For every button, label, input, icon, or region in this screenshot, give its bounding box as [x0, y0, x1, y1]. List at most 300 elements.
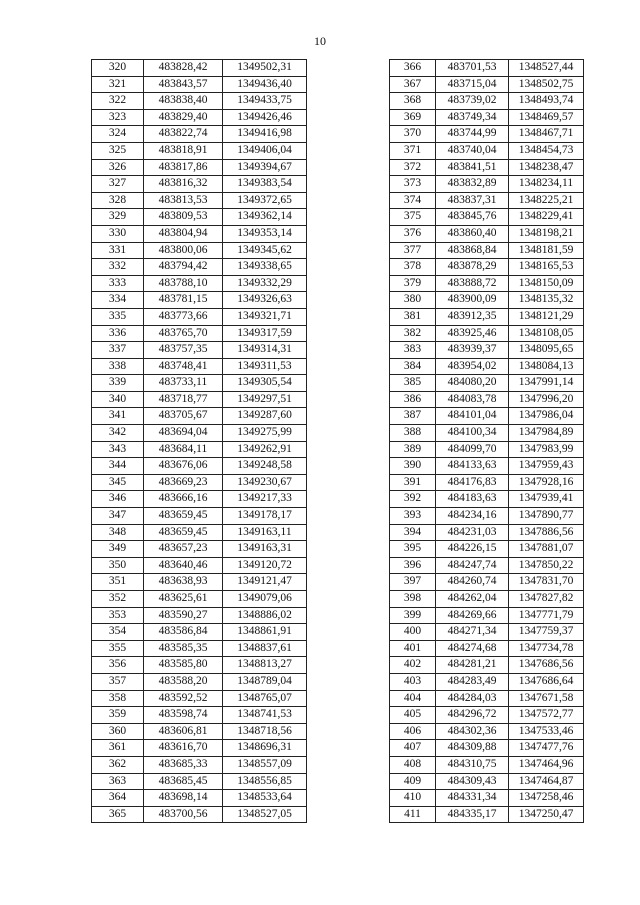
- point-number-cell: 403: [390, 673, 436, 690]
- y-coordinate-cell: 1349436,40: [223, 76, 307, 93]
- y-coordinate-cell: 1347477,76: [509, 740, 584, 757]
- x-coordinate-cell: 484331,34: [436, 790, 509, 807]
- table-row: [390, 275, 584, 292]
- table-row: [390, 408, 584, 425]
- table-row: [92, 391, 307, 408]
- point-number-cell: 323: [92, 109, 144, 126]
- y-coordinate-cell: 1349345,62: [223, 242, 307, 259]
- point-number-cell: 378: [390, 259, 436, 276]
- y-coordinate-cell: 1348454,73: [509, 142, 584, 159]
- y-coordinate-cell: 1349326,63: [223, 292, 307, 309]
- point-number-cell: 374: [390, 192, 436, 209]
- point-number-cell: 382: [390, 325, 436, 342]
- x-coordinate-cell: 483817,86: [144, 159, 223, 176]
- x-coordinate-cell: 483832,89: [436, 176, 509, 193]
- table-row: [92, 441, 307, 458]
- x-coordinate-cell: 484284,03: [436, 690, 509, 707]
- y-coordinate-cell: 1348095,65: [509, 342, 584, 359]
- y-coordinate-cell: 1349297,51: [223, 391, 307, 408]
- table-row: [390, 441, 584, 458]
- table-row: [390, 308, 584, 325]
- table-row: [92, 491, 307, 508]
- y-coordinate-cell: 1349230,67: [223, 474, 307, 491]
- x-coordinate-cell: 483813,53: [144, 192, 223, 209]
- point-number-cell: 364: [92, 790, 144, 807]
- y-coordinate-cell: 1348527,05: [223, 806, 307, 823]
- table-row: [92, 524, 307, 541]
- y-coordinate-cell: 1348229,41: [509, 209, 584, 226]
- point-number-cell: 346: [92, 491, 144, 508]
- table-row: [390, 60, 584, 77]
- point-number-cell: 360: [92, 723, 144, 740]
- table-row: [92, 358, 307, 375]
- x-coordinate-cell: 484309,43: [436, 773, 509, 790]
- x-coordinate-cell: 483828,42: [144, 60, 223, 77]
- x-coordinate-cell: 483700,56: [144, 806, 223, 823]
- y-coordinate-cell: 1348225,21: [509, 192, 584, 209]
- point-number-cell: 332: [92, 259, 144, 276]
- point-number-cell: 322: [92, 93, 144, 110]
- x-coordinate-cell: 483598,74: [144, 707, 223, 724]
- y-coordinate-cell: 1348557,09: [223, 756, 307, 773]
- y-coordinate-cell: 1349353,14: [223, 225, 307, 242]
- table-row: [390, 591, 584, 608]
- point-number-cell: 353: [92, 607, 144, 624]
- point-number-cell: 385: [390, 375, 436, 392]
- x-coordinate-cell: 483676,06: [144, 458, 223, 475]
- table-row: [390, 159, 584, 176]
- point-number-cell: 329: [92, 209, 144, 226]
- y-coordinate-cell: 1348150,09: [509, 275, 584, 292]
- y-coordinate-cell: 1349321,71: [223, 308, 307, 325]
- table-row: [92, 259, 307, 276]
- table-row: [92, 723, 307, 740]
- point-number-cell: 348: [92, 524, 144, 541]
- y-coordinate-cell: 1348696,31: [223, 740, 307, 757]
- x-coordinate-cell: 483818,91: [144, 142, 223, 159]
- y-coordinate-cell: 1349163,31: [223, 541, 307, 558]
- y-coordinate-cell: 1349287,60: [223, 408, 307, 425]
- y-coordinate-cell: 1348533,64: [223, 790, 307, 807]
- table-row: [92, 740, 307, 757]
- table-row: [92, 325, 307, 342]
- table-row: [390, 773, 584, 790]
- table-row: [92, 508, 307, 525]
- y-coordinate-cell: 1347890,77: [509, 508, 584, 525]
- y-coordinate-cell: 1348198,21: [509, 225, 584, 242]
- point-number-cell: 336: [92, 325, 144, 342]
- y-coordinate-cell: 1347572,77: [509, 707, 584, 724]
- point-number-cell: 341: [92, 408, 144, 425]
- point-number-cell: 328: [92, 192, 144, 209]
- point-number-cell: 371: [390, 142, 436, 159]
- table-row: [390, 259, 584, 276]
- y-coordinate-cell: 1349121,47: [223, 574, 307, 591]
- x-coordinate-cell: 483843,57: [144, 76, 223, 93]
- x-coordinate-cell: 483588,20: [144, 673, 223, 690]
- point-number-cell: 343: [92, 441, 144, 458]
- table-row: [92, 690, 307, 707]
- table-row: [92, 76, 307, 93]
- y-coordinate-cell: 1348108,05: [509, 325, 584, 342]
- y-coordinate-cell: 1349163,11: [223, 524, 307, 541]
- point-number-cell: 389: [390, 441, 436, 458]
- y-coordinate-cell: 1349394,67: [223, 159, 307, 176]
- point-number-cell: 345: [92, 474, 144, 491]
- table-row: [92, 624, 307, 641]
- y-coordinate-cell: 1347734,78: [509, 640, 584, 657]
- point-number-cell: 392: [390, 491, 436, 508]
- table-row: [92, 176, 307, 193]
- point-number-cell: 384: [390, 358, 436, 375]
- point-number-cell: 350: [92, 557, 144, 574]
- point-number-cell: 327: [92, 176, 144, 193]
- x-coordinate-cell: 483809,53: [144, 209, 223, 226]
- x-coordinate-cell: 483939,37: [436, 342, 509, 359]
- x-coordinate-cell: 484231,03: [436, 524, 509, 541]
- x-coordinate-cell: 483757,35: [144, 342, 223, 359]
- x-coordinate-cell: 483585,80: [144, 657, 223, 674]
- table-row: [92, 591, 307, 608]
- coordinates-table-right: [389, 59, 584, 823]
- point-number-cell: 363: [92, 773, 144, 790]
- table-row: [390, 756, 584, 773]
- point-number-cell: 344: [92, 458, 144, 475]
- x-coordinate-cell: 483640,46: [144, 557, 223, 574]
- x-coordinate-cell: 483698,14: [144, 790, 223, 807]
- table-row: [390, 425, 584, 442]
- point-number-cell: 357: [92, 673, 144, 690]
- y-coordinate-cell: 1348493,74: [509, 93, 584, 110]
- y-coordinate-cell: 1348469,57: [509, 109, 584, 126]
- x-coordinate-cell: 483860,40: [436, 225, 509, 242]
- point-number-cell: 379: [390, 275, 436, 292]
- x-coordinate-cell: 483822,74: [144, 126, 223, 143]
- table-row: [92, 159, 307, 176]
- table-row: [92, 375, 307, 392]
- y-coordinate-cell: 1348837,61: [223, 640, 307, 657]
- table-row: [92, 458, 307, 475]
- table-row: [390, 574, 584, 591]
- x-coordinate-cell: 483900,09: [436, 292, 509, 309]
- table-row: [390, 640, 584, 657]
- y-coordinate-cell: 1347939,41: [509, 491, 584, 508]
- point-number-cell: 339: [92, 375, 144, 392]
- point-number-cell: 380: [390, 292, 436, 309]
- table-row: [92, 209, 307, 226]
- y-coordinate-cell: 1349406,04: [223, 142, 307, 159]
- x-coordinate-cell: 483685,33: [144, 756, 223, 773]
- x-coordinate-cell: 483669,23: [144, 474, 223, 491]
- x-coordinate-cell: 484247,74: [436, 557, 509, 574]
- y-coordinate-cell: 1349383,54: [223, 176, 307, 193]
- table-row: [92, 756, 307, 773]
- point-number-cell: 393: [390, 508, 436, 525]
- point-number-cell: 405: [390, 707, 436, 724]
- x-coordinate-cell: 483765,70: [144, 325, 223, 342]
- table-row: [92, 640, 307, 657]
- y-coordinate-cell: 1348238,47: [509, 159, 584, 176]
- point-number-cell: 411: [390, 806, 436, 823]
- x-coordinate-cell: 483841,51: [436, 159, 509, 176]
- y-coordinate-cell: 1349262,91: [223, 441, 307, 458]
- table-row: [390, 806, 584, 823]
- table-row: [390, 109, 584, 126]
- point-number-cell: 359: [92, 707, 144, 724]
- x-coordinate-cell: 483773,66: [144, 308, 223, 325]
- x-coordinate-cell: 484083,78: [436, 391, 509, 408]
- table-row: [390, 557, 584, 574]
- point-number-cell: 352: [92, 591, 144, 608]
- point-number-cell: 406: [390, 723, 436, 740]
- y-coordinate-cell: 1347959,43: [509, 458, 584, 475]
- point-number-cell: 354: [92, 624, 144, 641]
- x-coordinate-cell: 483868,84: [436, 242, 509, 259]
- x-coordinate-cell: 483788,10: [144, 275, 223, 292]
- y-coordinate-cell: 1347464,87: [509, 773, 584, 790]
- x-coordinate-cell: 484176,83: [436, 474, 509, 491]
- table-row: [390, 192, 584, 209]
- y-coordinate-cell: 1347984,89: [509, 425, 584, 442]
- y-coordinate-cell: 1348467,71: [509, 126, 584, 143]
- y-coordinate-cell: 1347250,47: [509, 806, 584, 823]
- table-row: [92, 308, 307, 325]
- y-coordinate-cell: 1347986,04: [509, 408, 584, 425]
- y-coordinate-cell: 1349338,65: [223, 259, 307, 276]
- y-coordinate-cell: 1348789,04: [223, 673, 307, 690]
- point-number-cell: 396: [390, 557, 436, 574]
- x-coordinate-cell: 484310,75: [436, 756, 509, 773]
- table-row: [390, 690, 584, 707]
- y-coordinate-cell: 1349217,33: [223, 491, 307, 508]
- table-row: [92, 773, 307, 790]
- point-number-cell: 362: [92, 756, 144, 773]
- point-number-cell: 410: [390, 790, 436, 807]
- y-coordinate-cell: 1348121,29: [509, 308, 584, 325]
- table-row: [92, 657, 307, 674]
- point-number-cell: 368: [390, 93, 436, 110]
- x-coordinate-cell: 483625,61: [144, 591, 223, 608]
- point-number-cell: 338: [92, 358, 144, 375]
- point-number-cell: 325: [92, 142, 144, 159]
- y-coordinate-cell: 1348765,07: [223, 690, 307, 707]
- x-coordinate-cell: 484262,04: [436, 591, 509, 608]
- x-coordinate-cell: 484234,16: [436, 508, 509, 525]
- x-coordinate-cell: 484183,63: [436, 491, 509, 508]
- x-coordinate-cell: 483585,35: [144, 640, 223, 657]
- y-coordinate-cell: 1347996,20: [509, 391, 584, 408]
- table-row: [390, 209, 584, 226]
- x-coordinate-cell: 484101,04: [436, 408, 509, 425]
- table-row: [390, 126, 584, 143]
- table-row: [390, 740, 584, 757]
- y-coordinate-cell: 1349079,06: [223, 591, 307, 608]
- table-row: [390, 358, 584, 375]
- y-coordinate-cell: 1349275,99: [223, 425, 307, 442]
- table-row: [92, 109, 307, 126]
- table-row: [92, 342, 307, 359]
- y-coordinate-cell: 1347258,46: [509, 790, 584, 807]
- x-coordinate-cell: 483701,53: [436, 60, 509, 77]
- y-coordinate-cell: 1348181,59: [509, 242, 584, 259]
- table-row: [390, 391, 584, 408]
- x-coordinate-cell: 484335,17: [436, 806, 509, 823]
- point-number-cell: 326: [92, 159, 144, 176]
- point-number-cell: 388: [390, 425, 436, 442]
- point-number-cell: 376: [390, 225, 436, 242]
- point-number-cell: 355: [92, 640, 144, 657]
- table-row: [92, 192, 307, 209]
- x-coordinate-cell: 483740,04: [436, 142, 509, 159]
- point-number-cell: 386: [390, 391, 436, 408]
- x-coordinate-cell: 483804,94: [144, 225, 223, 242]
- y-coordinate-cell: 1348861,91: [223, 624, 307, 641]
- point-number-cell: 404: [390, 690, 436, 707]
- y-coordinate-cell: 1347771,79: [509, 607, 584, 624]
- point-number-cell: 324: [92, 126, 144, 143]
- point-number-cell: 356: [92, 657, 144, 674]
- table-row: [390, 607, 584, 624]
- y-coordinate-cell: 1347464,96: [509, 756, 584, 773]
- table-row: [92, 93, 307, 110]
- point-number-cell: 347: [92, 508, 144, 525]
- y-coordinate-cell: 1349120,72: [223, 557, 307, 574]
- table-row: [92, 541, 307, 558]
- table-row: [390, 342, 584, 359]
- point-number-cell: 349: [92, 541, 144, 558]
- x-coordinate-cell: 483888,72: [436, 275, 509, 292]
- y-coordinate-cell: 1347686,56: [509, 657, 584, 674]
- y-coordinate-cell: 1348234,11: [509, 176, 584, 193]
- x-coordinate-cell: 483954,02: [436, 358, 509, 375]
- table-row: [92, 275, 307, 292]
- point-number-cell: 398: [390, 591, 436, 608]
- x-coordinate-cell: 483684,11: [144, 441, 223, 458]
- point-number-cell: 372: [390, 159, 436, 176]
- point-number-cell: 370: [390, 126, 436, 143]
- point-number-cell: 367: [390, 76, 436, 93]
- point-number-cell: 408: [390, 756, 436, 773]
- x-coordinate-cell: 483666,16: [144, 491, 223, 508]
- x-coordinate-cell: 484260,74: [436, 574, 509, 591]
- table-row: [390, 491, 584, 508]
- table-row: [390, 673, 584, 690]
- point-number-cell: 366: [390, 60, 436, 77]
- table-row: [390, 93, 584, 110]
- point-number-cell: 390: [390, 458, 436, 475]
- table-row: [390, 624, 584, 641]
- point-number-cell: 407: [390, 740, 436, 757]
- y-coordinate-cell: 1349426,46: [223, 109, 307, 126]
- table-row: [92, 142, 307, 159]
- point-number-cell: 387: [390, 408, 436, 425]
- x-coordinate-cell: 483733,11: [144, 375, 223, 392]
- y-coordinate-cell: 1348527,44: [509, 60, 584, 77]
- y-coordinate-cell: 1347928,16: [509, 474, 584, 491]
- x-coordinate-cell: 483878,29: [436, 259, 509, 276]
- table-row: [390, 76, 584, 93]
- point-number-cell: 375: [390, 209, 436, 226]
- table-row: [92, 474, 307, 491]
- x-coordinate-cell: 483829,40: [144, 109, 223, 126]
- table-row: [92, 673, 307, 690]
- table-row: [92, 292, 307, 309]
- point-number-cell: 342: [92, 425, 144, 442]
- point-number-cell: 361: [92, 740, 144, 757]
- point-number-cell: 369: [390, 109, 436, 126]
- table-row: [390, 474, 584, 491]
- y-coordinate-cell: 1349305,54: [223, 375, 307, 392]
- table-row: [92, 607, 307, 624]
- x-coordinate-cell: 484099,70: [436, 441, 509, 458]
- y-coordinate-cell: 1348502,75: [509, 76, 584, 93]
- table-row: [92, 790, 307, 807]
- point-number-cell: 365: [92, 806, 144, 823]
- y-coordinate-cell: 1349372,65: [223, 192, 307, 209]
- y-coordinate-cell: 1349502,31: [223, 60, 307, 77]
- x-coordinate-cell: 483659,45: [144, 508, 223, 525]
- point-number-cell: 381: [390, 308, 436, 325]
- x-coordinate-cell: 483659,45: [144, 524, 223, 541]
- table-row: [390, 176, 584, 193]
- y-coordinate-cell: 1349248,58: [223, 458, 307, 475]
- x-coordinate-cell: 483816,32: [144, 176, 223, 193]
- x-coordinate-cell: 483748,41: [144, 358, 223, 375]
- table-row: [92, 225, 307, 242]
- table-row: [390, 225, 584, 242]
- table-row: [92, 408, 307, 425]
- x-coordinate-cell: 484281,21: [436, 657, 509, 674]
- point-number-cell: 377: [390, 242, 436, 259]
- y-coordinate-cell: 1348084,13: [509, 358, 584, 375]
- x-coordinate-cell: 483606,81: [144, 723, 223, 740]
- x-coordinate-cell: 483590,27: [144, 607, 223, 624]
- point-number-cell: 391: [390, 474, 436, 491]
- y-coordinate-cell: 1349416,98: [223, 126, 307, 143]
- y-coordinate-cell: 1347881,07: [509, 541, 584, 558]
- x-coordinate-cell: 484100,34: [436, 425, 509, 442]
- y-coordinate-cell: 1347991,14: [509, 375, 584, 392]
- y-coordinate-cell: 1348718,56: [223, 723, 307, 740]
- x-coordinate-cell: 483781,15: [144, 292, 223, 309]
- x-coordinate-cell: 484309,88: [436, 740, 509, 757]
- table-row: [390, 142, 584, 159]
- x-coordinate-cell: 483794,42: [144, 259, 223, 276]
- x-coordinate-cell: 484269,66: [436, 607, 509, 624]
- y-coordinate-cell: 1348135,32: [509, 292, 584, 309]
- table-row: [92, 425, 307, 442]
- point-number-cell: 409: [390, 773, 436, 790]
- table-row: [92, 557, 307, 574]
- x-coordinate-cell: 483845,76: [436, 209, 509, 226]
- table-row: [390, 375, 584, 392]
- point-number-cell: 335: [92, 308, 144, 325]
- y-coordinate-cell: 1349332,29: [223, 275, 307, 292]
- y-coordinate-cell: 1348741,53: [223, 707, 307, 724]
- point-number-cell: 394: [390, 524, 436, 541]
- x-coordinate-cell: 483838,40: [144, 93, 223, 110]
- x-coordinate-cell: 483616,70: [144, 740, 223, 757]
- table-row: [92, 574, 307, 591]
- table-row: [390, 458, 584, 475]
- y-coordinate-cell: 1347831,70: [509, 574, 584, 591]
- table-row: [390, 524, 584, 541]
- point-number-cell: 402: [390, 657, 436, 674]
- table-row: [390, 325, 584, 342]
- x-coordinate-cell: 483705,67: [144, 408, 223, 425]
- y-coordinate-cell: 1347671,58: [509, 690, 584, 707]
- y-coordinate-cell: 1349314,31: [223, 342, 307, 359]
